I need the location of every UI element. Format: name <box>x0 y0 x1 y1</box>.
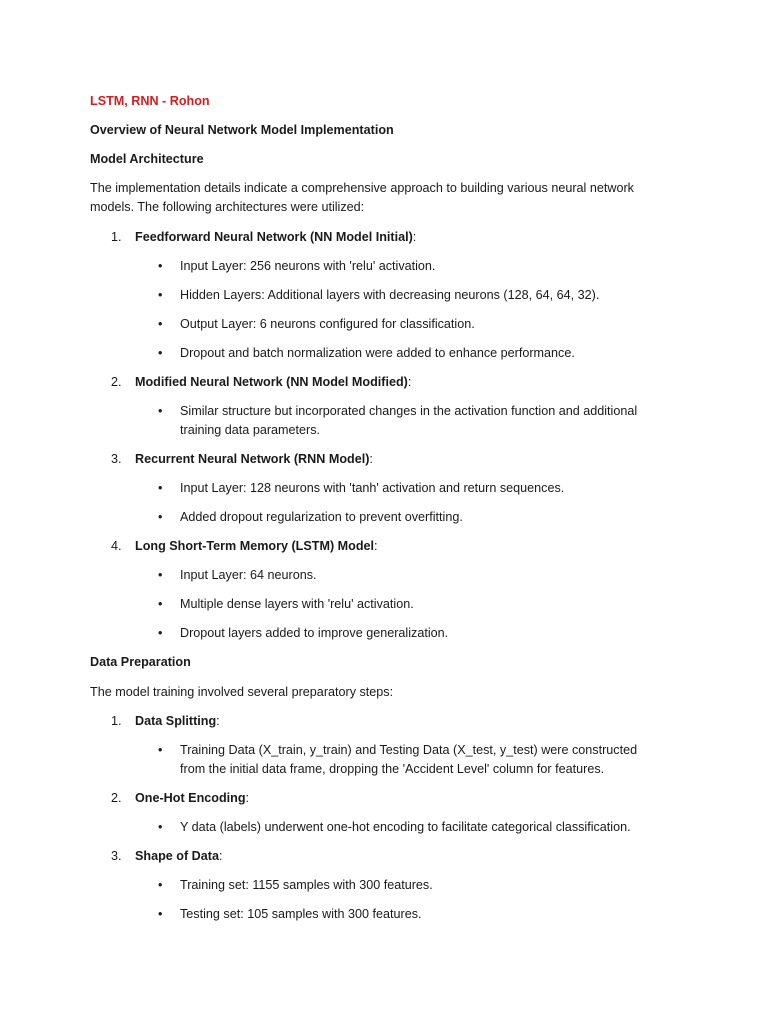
bullet-text: Testing set: 105 samples with 300 features. <box>180 907 422 921</box>
bullet-text: Dropout layers added to improve generalization. <box>180 626 449 640</box>
bullet-icon: • <box>158 288 163 302</box>
list-number: 2. <box>111 791 122 805</box>
list-item-suffix: : <box>245 791 250 805</box>
architecture-intro-line-2: models. The following architectures were utilized: <box>90 200 365 214</box>
bullet-text: Y data (labels) underwent one-hot encoding to facilitate categorical classification. <box>180 820 631 834</box>
list-item-label: One-Hot Encoding <box>135 791 246 805</box>
bullet-icon: • <box>158 907 163 921</box>
bullet-text: Multiple dense layers with 'relu' activation. <box>180 597 414 611</box>
bullet-icon: • <box>158 743 163 757</box>
list-item-label: Modified Neural Network (NN Model Modified) <box>135 375 408 389</box>
bullet-text: Hidden Layers: Additional layers with decreasing neurons (128, 64, 64, 32). <box>180 288 600 302</box>
bullet-icon: • <box>158 568 163 582</box>
bullet-text: Added dropout regularization to prevent overfitting. <box>180 510 463 524</box>
bullet-text: Input Layer: 256 neurons with 'relu' activation. <box>180 259 436 273</box>
architecture-intro-line-1: The implementation details indicate a comprehensive approach to building various neural network <box>90 181 634 195</box>
list-item-suffix: : <box>218 849 223 863</box>
bullet-icon: • <box>158 820 163 834</box>
list-item-suffix: : <box>369 452 373 466</box>
section-heading-architecture: Model Architecture <box>90 152 204 166</box>
preparation-intro: The model training involved several preparatory steps: <box>90 685 394 699</box>
bullet-text: Training Data (X_train, y_train) and Testing Data (X_test, y_test) were constructed from the initial data frame, dropping the 'Accident Level' column for features. <box>180 743 638 776</box>
list-number: 1. <box>111 230 122 244</box>
list-item-label: Long Short-Term Memory (LSTM) Model <box>135 539 375 553</box>
bullet-text: Input Layer: 64 neurons. <box>180 568 317 582</box>
list-item-suffix: : <box>412 230 417 244</box>
bullet-icon: • <box>158 510 163 524</box>
list-item-label: Feedforward Neural Network (NN Model Initial) <box>135 230 413 244</box>
list-number: 4. <box>111 539 122 553</box>
bullet-icon: • <box>158 878 163 892</box>
list-number: 2. <box>111 375 122 389</box>
list-item-suffix: : <box>407 375 412 389</box>
section-heading-preparation: Data Preparation <box>90 655 191 669</box>
bullet-text: Output Layer: 6 neurons configured for classification. <box>180 317 475 331</box>
document-title: Overview of Neural Network Model Implementation <box>90 123 394 137</box>
bullet-text: Training set: 1155 samples with 300 features. <box>180 878 433 892</box>
list-item-suffix: : <box>216 714 220 728</box>
list-number: 3. <box>111 849 122 863</box>
bullet-text: Input Layer: 128 neurons with 'tanh' activation and return sequences. <box>180 481 565 495</box>
bullet-icon: • <box>158 481 163 495</box>
list-item-label: Data Splitting <box>135 714 217 728</box>
author-line: LSTM, RNN - Rohon <box>90 94 210 108</box>
list-item-label: Shape of Data <box>135 849 219 863</box>
list-number: 3. <box>111 452 122 466</box>
bullet-text: Similar structure but incorporated changes in the activation function and additional training data parameters. <box>180 404 638 437</box>
list-item-label: Recurrent Neural Network (RNN Model) <box>135 452 370 466</box>
bullet-icon: • <box>158 317 163 331</box>
bullet-icon: • <box>158 626 163 640</box>
bullet-icon: • <box>158 259 163 273</box>
list-item-suffix: : <box>374 539 378 553</box>
list-number: 1. <box>111 714 122 728</box>
bullet-icon: • <box>158 346 163 360</box>
bullet-icon: • <box>158 404 163 418</box>
bullet-icon: • <box>158 597 163 611</box>
bullet-text: Dropout and batch normalization were added to enhance performance. <box>180 346 575 360</box>
